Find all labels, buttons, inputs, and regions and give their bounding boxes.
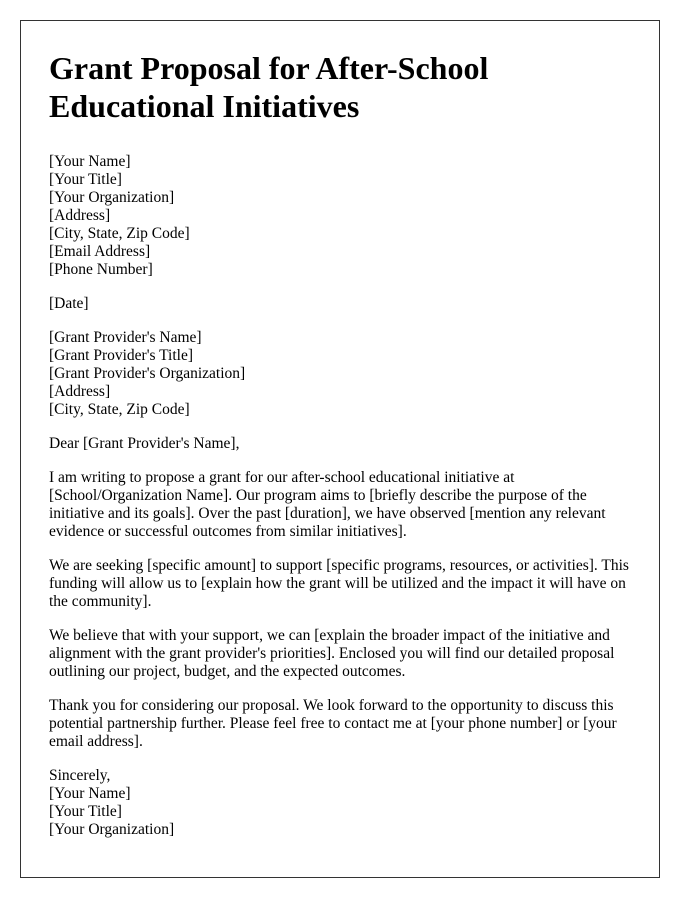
body-paragraph-3: We believe that with your support, we can [explain the broader impact of the initiative and alignment with the grant provider's priorities]. Enclosed you will find our detailed proposal outlining our project, budget, and the expected outcomes. bbox=[49, 627, 615, 680]
sender-block bbox=[49, 153, 639, 279]
sender-organization: [Your Organization] bbox=[49, 189, 175, 206]
sender-address: [Address] bbox=[49, 207, 111, 224]
sender-title: [Your Title] bbox=[49, 171, 122, 188]
signature-title: [Your Title] bbox=[49, 803, 122, 820]
signature-organization: [Your Organization] bbox=[49, 821, 175, 838]
sender-name: [Your Name] bbox=[49, 153, 131, 170]
signature-name: [Your Name] bbox=[49, 785, 131, 802]
recipient-city-state-zip: [City, State, Zip Code] bbox=[49, 401, 190, 418]
recipient-organization: [Grant Provider's Organization] bbox=[49, 365, 246, 382]
recipient-name: [Grant Provider's Name] bbox=[49, 329, 202, 346]
letter-content bbox=[49, 49, 639, 855]
sender-email: [Email Address] bbox=[49, 243, 151, 260]
body-paragraph-4: Thank you for considering our proposal. We look forward to the opportunity to discuss this potential partnership further. Please feel free to contact me at [your phone number] or [your email address]. bbox=[49, 697, 617, 750]
body-paragraph-1: I am writing to propose a grant for our after-school educational initiative at [School/Organization Name]. Our program aims to [briefly describe the purpose of the initiative and its goals]. Over the past [duration], we have observed [mention any relevant evidence or successful outcomes from similar initiatives]. bbox=[49, 469, 606, 540]
sender-phone: [Phone Number] bbox=[49, 261, 153, 278]
closing-block bbox=[49, 767, 639, 839]
body-paragraph-2: We are seeking [specific amount] to support [specific programs, resources, or activities]. This funding will allow us to [explain how the grant will be utilized and the impact it will have on the community]. bbox=[49, 557, 629, 610]
closing-phrase: Sincerely, bbox=[49, 767, 111, 784]
salutation: Dear [Grant Provider's Name], bbox=[49, 435, 240, 452]
sender-city-state-zip: [City, State, Zip Code] bbox=[49, 225, 190, 242]
page-title: Grant Proposal for After-School Educational Initiatives bbox=[49, 50, 489, 124]
recipient-block bbox=[49, 329, 639, 419]
recipient-address: [Address] bbox=[49, 383, 111, 400]
date-block bbox=[49, 295, 639, 313]
recipient-title: [Grant Provider's Title] bbox=[49, 347, 194, 364]
letter-date: [Date] bbox=[49, 295, 89, 312]
letter-page bbox=[20, 20, 660, 878]
